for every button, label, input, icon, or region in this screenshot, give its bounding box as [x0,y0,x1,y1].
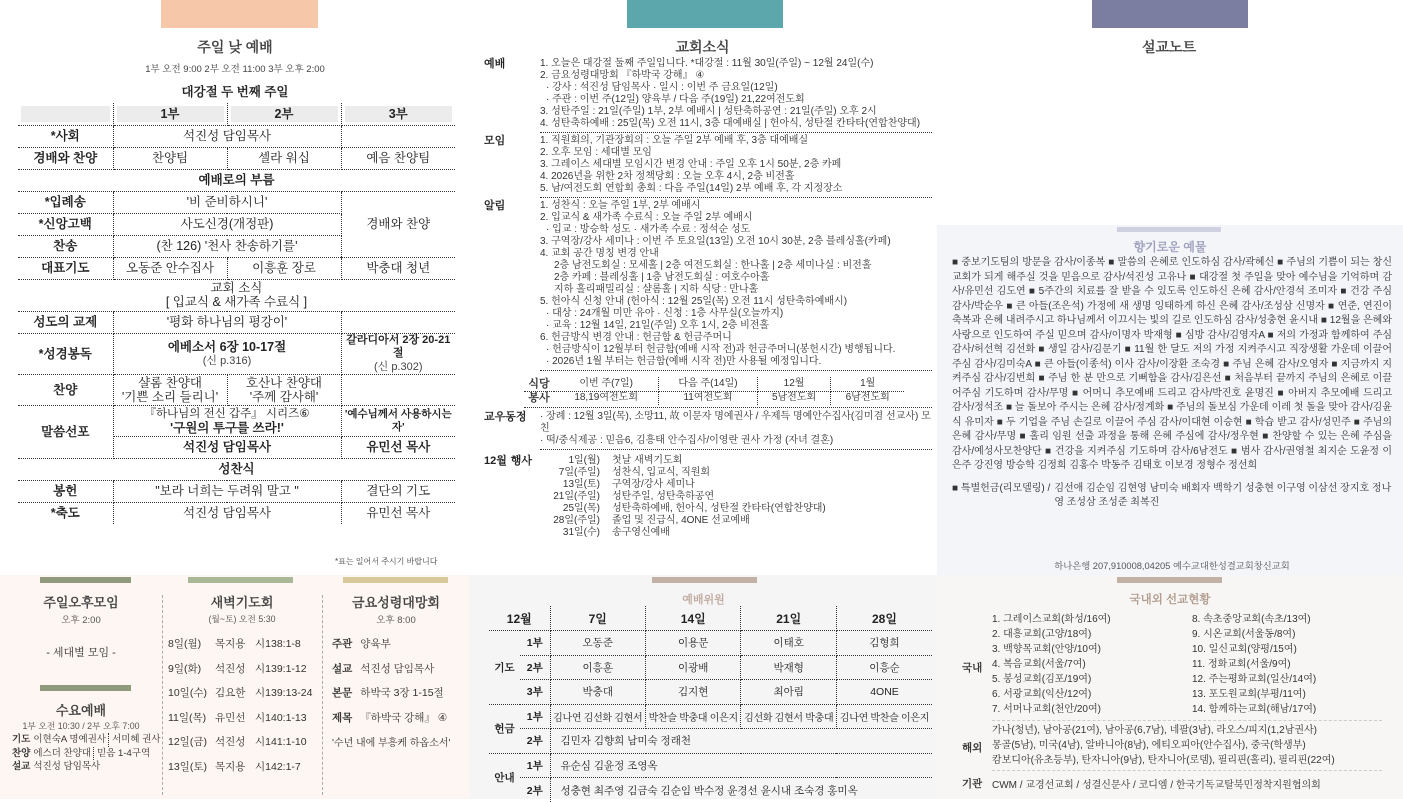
offering-item: 말씀의 은혜로 인도하심 감사/곽혜신 [1117,257,1275,268]
row-label: 주관 [332,638,353,650]
square-bullet-icon: ■ [1005,402,1015,413]
news-subitem: 2층 남전도회실 : 모세홀 | 2층 여전도회실 : 한나홀 | 2층 세미나실 : 비전홀 [554,260,872,271]
domestic-church: 3. 백향목교회(안양/10여) [992,644,1101,655]
row-label: 설교 [332,662,353,675]
overseas-line: 몽골(5남), 미국(4남), 알바니아(8남), 에티오피아(안수집사), 중국(학생부) [992,740,1306,751]
row-label: 제목 [332,711,353,724]
news-section [484,135,932,200]
row-value: 이현숙A 명예권사 [33,733,109,747]
row-creed: *신앙고백 사도신경(개정판) [18,213,455,235]
member-news-item: · 장례 : 12월 3일(목), 소망11, 故 이문자 명예권사 / 우제득 명예안수집사(김미겸 선교사) 모친 [540,411,931,434]
afternoon-title: 주일오후모임 [43,595,119,610]
news-item: 4. 성탄축하예배 : 25일(목) 오전 11시, 3층 대예배실 | 헌아식, 성탄절 칸타타(연합찬양대) [540,118,921,129]
reading-page: (신 p.316) [202,354,252,367]
section-content [540,58,932,133]
special-offering-names: 김선애 김순임 김현영 남미숙 배회자 백학기 성충현 이구영 이삼선 장지호 정나영 조성삼 조성준 최복진 [1054,482,1392,508]
row-hymn: 찬송 (찬 126) '천사 찬송하기를' [18,235,455,257]
domestic-label: 국내 [962,662,983,674]
event-date: 7일(주일) [558,467,600,478]
domestic-church: 6. 서광교회(익산/12여) [992,689,1092,700]
news-subitem: · 교육 : 12월 14일, 21일(주일) 오후 1시, 2층 비전홀 [546,320,770,331]
domestic-church: 4. 복음교회(서울/7여) [992,659,1086,670]
leader: 목지용 [215,638,246,650]
meal-service [524,373,932,408]
row-label: 찬양 [12,747,31,759]
member-news-item: · 떡/중식제공 : 믿음6, 김흥태 안수집사/이영란 권사 가정 (자녀 결혼) [540,435,834,446]
leader: 김요한 [215,687,246,700]
row-label: 설교 [12,761,31,772]
row-value: 믿음 1-4구역 [97,747,151,759]
offering-item: 어머니 추모예배 드리고 감사/박진호 윤명진 [1082,387,1274,399]
reading-page: (신 p.302) [373,360,423,373]
row-praise: 경배와 찬양 찬양팀 셀라 워십 예음 찬양팀 [18,147,455,169]
row-offering: 봉헌 "보라 너희는 두려워 말고 " 결단의 기도 [18,480,455,502]
leader: 석진성 [215,736,246,749]
square-bullet-icon: ■ [1175,329,1185,341]
news-title: 교회소식 [675,39,730,55]
row-label: 기도 [12,734,31,745]
offerings-title: 향기로운 예물 [1133,240,1207,254]
square-bullet-icon: ■ [1262,431,1273,442]
wednesday-row [12,747,160,761]
square-bullet-icon: ■ [1167,402,1177,413]
section-content [540,135,932,198]
square-bullet-icon: ■ [1331,358,1341,370]
church-news-line: [ 입교식 & 새가족 수료식 ] [165,295,308,309]
header-cell: 1부 [113,103,227,125]
event-date: 21일(주일) [553,491,600,502]
missions-bar [1117,577,1222,583]
worship-order-table [18,103,455,524]
scripture: 시138:1-8 [255,638,301,650]
row-choir: 찬양 샬롬 찬양대 '기쁜 소리 들리니' 호산나 찬양대 '주께 감사해' [18,374,455,405]
dawn-row [168,730,312,755]
row-value: 석진성 담임목사 [33,761,101,772]
news-item: 3. 구역장/강사 세미나 : 이번 주 토요일(13일) 오전 10시 30분, 2층 블레싱홀(카페) [540,236,891,247]
offering-item: 건강을 지켜주심 기도하며 감사/6남전도 [1054,445,1228,457]
row-value: 석진성 담임목사 [360,662,435,675]
reading-text: 갈라디아서 2장 20-21절 [346,333,451,359]
events-content [540,455,932,539]
row-reading: *성경봉독 에베소서 6장 10-17절 (신 p.316) 갈라디아서 2장 20-21절 (신 p.302) [18,333,455,374]
row-value: 하박국 3장 1-15절 [360,687,444,700]
domestic-missions [992,612,1392,717]
event-text: 성찬식, 입교식, 직원회 [612,467,711,478]
worship-title: 주일 낮 예배 [197,39,273,55]
row-label: 본문 [332,687,353,700]
news-item: 3. 성탄주일 : 21일(주일) 1부, 2부 예배시 | 성탄축하공연 : 21일(주일) 오후 2시 [540,106,877,117]
domestic-church: 8. 속초중앙교회(속초/13여) [1192,614,1311,625]
wednesday-bar [40,685,131,691]
news-item: 4. 교회 공간 명칭 변경 안내 [540,248,659,259]
offerings-list [952,256,1392,474]
event-date: 1일(월) [568,455,600,466]
offering-item: 아버지 추모예배 드리고 감사/정석조 [952,387,1392,413]
reading-text: 에베소서 6장 10-17절 [167,339,287,354]
square-bullet-icon: ■ [1245,416,1255,428]
row-church-news [18,279,455,311]
date: 12일(금) [168,736,207,749]
wednesday-row [12,760,160,774]
friday-row [332,681,447,706]
event-date: 13일(토) [562,479,600,490]
square-bullet-icon: ■ [1224,373,1235,384]
news-subitem: 2층 카페 : 블레싱홀 | 1층 남전도회실 : 여호수아홀 [554,272,770,283]
friday-time: 오후 8:00 [376,615,416,626]
square-bullet-icon: ■ [1038,373,1049,384]
header-cell: 3부 [341,103,455,125]
domestic-church: 1. 그레이스교회(화성/16여) [992,614,1111,625]
special-offering [952,482,1392,511]
bank-account: 하나은행 207,910008,04205 예수교대한성결교회창신교회 [1054,561,1290,571]
news-subitem: · 2026년 1월 부터는 헌금함(예배 시작 전)만 사용될 예정입니다. [546,356,822,367]
row-entry: *입례송 '비 준비하시니' 경배와 찬양 [18,191,455,213]
org-label: 기관 [962,778,983,790]
sermon-title: '구원의 투구를 쓰라!' [170,420,284,435]
friday-row [332,706,447,731]
square-bullet-icon: ■ [1353,416,1364,428]
news-subitem: · 주관 : 이번 주(12일) 양육부 / 다음 주(19일) 21,22여전도회 [546,94,805,105]
square-bullet-icon: ■ [1072,387,1083,399]
dawn-time: (월~토) 오전 5:30 [208,614,276,624]
servers-bar [652,577,757,583]
dawn-row [168,632,312,657]
row-value: 양육부 [360,638,391,650]
header-bar-worship [161,0,318,28]
square-bullet-icon: ■ [1006,300,1016,312]
offering-item: 중보기도팀의 방문을 감사/이종복 [961,257,1106,268]
news-subitem: · 강사 : 석진성 담임목사 · 일시 : 이번 주 금요일(12일) [546,82,778,93]
square-bullet-icon: ■ [1320,315,1330,326]
section-events: 12월 행사 1일(월) 첫날 새벽기도회 7일(주일) 성찬식, 입교식, 직원회 13일(토) 구역장/강사 세미나 21일(주일) 성탄주일, 성탄축하공연 25일(목) 성탄축하예배, 헌아식, 성탄절 칸타타(연합찬양대) 28일(주일) 졸업 및 진급식, 4ONE 선교예배 31일(수) 송구영신예배 [484,455,932,539]
standing-footnote: *표는 일어서 주시기 바랍니다 [335,557,438,566]
offering-item: 11월 한 달도 저의 가정 지켜주시고 직장생활 가운데 이끌어 주심 감사/김미숙A [952,344,1392,370]
news-body [484,58,932,539]
domestic-church: 14. 함께하는교회(해남/17여) [1192,704,1317,715]
special-offering-label: ■ 특별헌금(리모델링) / [952,482,1051,494]
row-sermon: 말씀선포 『하나님의 전신 갑주』 시리즈⑥ '구원의 투구를 쓰라!' '예수님께서 사용하시는 자' [18,405,455,436]
news-item: 1. 성찬식 : 오늘 주일 1부, 2부 예배시 [540,200,701,211]
dawn-row [168,657,312,682]
news-subitem: · 입교 : 방승학 성도 · 새가족 수료 : 정석순 성도 [546,224,751,235]
event-item [540,491,932,503]
friday-title: 금요성령대망회 [352,595,440,610]
event-date: 28일(주일) [553,515,600,526]
square-bullet-icon: ■ [952,257,962,268]
choir-song: '기쁜 소리 들리니' [121,389,219,404]
event-item [540,455,932,467]
news-sections [484,58,932,373]
square-bullet-icon: ■ [1277,387,1289,399]
afternoon-time: 오후 2:00 [61,615,101,626]
friday-bar [343,577,448,583]
offering-item: 큰 아들(조은석) 가정에 새 생명 잉태하게 하신 은혜 감사/조성삼 신명자 [1016,300,1325,312]
offering-item: 주님의 돌보심 가운데 이레 첫 돌을 맞아 감사/김윤식 유미자 [952,402,1392,428]
wednesday-rows [12,733,160,774]
friday-row [332,632,447,657]
leader: 유민선 [215,711,246,724]
domestic-church: 12. 주는평화교회(일산/14여) [1192,674,1317,685]
news-item: 2. 입교식 & 새가족 수료식 : 오늘 주일 2부 예배시 [540,212,753,223]
meal-service-table: 식당 이번 주(7일) 다음 주(14일) 12월 1월 봉사 18,19여전도회 11여전도회 5남전도회 6남전도회 [524,377,904,405]
row-value: 서미혜 권사 [112,734,161,745]
offering-item: 홀리 임원 선출 과정을 통해 은혜 주심에 감사/정우현 [1029,431,1259,442]
afternoon-bar [40,577,131,583]
dawn-bar [188,577,293,583]
square-bullet-icon: ■ [1223,358,1233,370]
dawn-row [168,706,312,731]
dawn-row [168,755,312,780]
news-subitem: · 대상 : 24개월 미만 유아 · 신청 : 1층 사무실(오늘까지) [546,308,784,319]
event-item [540,467,932,479]
offering-item: 처음부터 끝까지 주님의 은혜로 이끌어주심 기도하며 감사/무명 [952,373,1392,399]
square-bullet-icon: ■ [1045,445,1055,457]
news-subitem: · 헌금방식이 12월부터 헌금함(예배 시작 전)과 헌금주머니(봉헌시간) 병행됩니다. [546,344,896,355]
church-news-line: 교회 소식 [210,281,263,295]
row-fellowship: 성도의 교제 '평화 하나님의 평강이' [18,311,455,333]
event-text: 첫날 새벽기도회 [612,455,683,466]
wednesday-title: 수요예배 [55,703,107,718]
header-cell: 2부 [227,103,341,125]
square-bullet-icon: ■ [1038,344,1048,355]
sermon-series: 『하나님의 전신 갑주』 시리즈⑥ [144,407,310,420]
news-item: 1. 오늘은 대강절 둘째 주일입니다. *대강절 : 11월 30일(주일) ~ 12월 24일(수) [540,58,874,69]
offering-item: 연준, 연진이 축복과 은혜 내려주시고 하나님께서 이끄시는 빛의 길로 인도하심 감사/성충현 윤시내 [952,300,1393,326]
overseas-line: 가나(청년), 남아공(21여), 남아공(6,7남), 네팔(3남), 라오스/피지(1,2남권사) [992,725,1317,736]
dawn-row [168,681,312,706]
row-preacher: 석진성 담임목사 유민선 목사 [18,436,455,458]
domestic-church: 2. 대흥교회(고양/18여) [992,629,1092,640]
offering-item: 주님의 기쁨이 되는 창신교회가 되게 해주실 것을 믿음으로 감사/석진성 고유나 [952,257,1392,283]
divider [992,720,1382,721]
square-bullet-icon: ■ [1124,344,1135,355]
event-text: 송구영신예배 [612,527,670,538]
divider [992,770,1382,771]
header-bar-sermon-note [1092,0,1248,28]
square-bullet-icon: ■ [1340,286,1351,297]
offering-item: 지금까지 지켜주심 감사/김번희 [952,358,1393,384]
date: 8일(월) [168,638,202,650]
event-item [540,515,932,527]
domestic-church: 13. 포도원교회(부평/11여) [1192,689,1306,700]
offerings-content [952,256,1392,574]
afternoon-text: - 세대별 모임 - [46,647,116,659]
event-item [540,503,932,515]
header-bar-news [627,0,783,28]
event-text: 구역장/강사 세미나 [612,479,695,490]
square-bullet-icon: ■ [1034,358,1044,370]
offering-item: 5주간의 치료를 잘 받을 수 있도록 인도하신 은혜 감사/안경석 조미자 [1038,286,1338,297]
square-bullet-icon: ■ [1230,445,1241,457]
news-item: 6. 헌금방식 변경 안내 : 헌금함 & 헌금주머니 [540,332,732,343]
section-members: 교우동정 · 장례 : 12월 3일(목), 소망11, 故 이문자 명예권사 / 우제득 명예안수집사(김미겸 선교사) 모친 · 떡/중식제공 : 믿음6, 김흥태 안수집사/이영란 권사 가정 (자녀 결혼) [484,411,932,452]
members-content [540,411,932,450]
leader: 목지용 [215,760,246,773]
offering-item: 대강절 첫 주일을 맞아 예수님을 기억하며 감사/유민선 김도연 [952,271,1392,297]
square-bullet-icon: ■ [1108,257,1118,268]
section-label: 예배 [484,58,506,70]
servers-table: 12월 7일 14일 21일 28일 기도 1부 오동준 이용문 이태호 김형희 2부 이흥훈 이광배 박재형 이흥순 3부 박충대 김지현 최아림 4ONE 헌금 1부 김나연 김선화 김현서 박찬슬 박충대 이은지 김선화 김현서 박충대 김나연 박찬슬 이은지 2부 김민자 김향희 남미숙 정래천 안내 1부 유순심 김윤정 조영옥 2부 성충현 최주영 김금숙 김순임 박수정 윤경선 윤시내 조숙경 홍미옥 [489,606,932,802]
offerings-bar [1117,227,1221,232]
overseas-line: 캄보디아(유초등부), 탄자니아(9남), 탄자니아(로뎀), 필리핀(홀리), 필리핀(22여) [992,755,1335,766]
news-section [484,58,932,135]
friday-row [332,657,447,682]
domestic-church: 10. 일신교회(양평/15여) [1192,644,1297,655]
offering-item: 12월을 은혜와 사랑으로 인도하여 주실 믿으며 감사/이명자 박재형 [952,315,1393,341]
news-subitem: 지하 홀리패밀리실 : 샬롬홀 | 지하 식당 : 만나홀 [554,284,759,295]
offering-item: 심방 감사/김영자A [1184,329,1265,341]
offering-item: 늘 돌보아 주시는 은혜 감사/정계화 [1014,402,1165,413]
choir-name: 호산나 찬양대 [246,375,322,390]
row-value: 『하박국 강해』 ④ [360,711,448,724]
news-item: 2. 오후 모임 : 세대별 모임 [540,147,652,158]
event-text: 성탄축하예배, 헌아식, 성탄절 칸타타(연합찬양대) [612,503,826,514]
square-bullet-icon: ■ [1267,329,1277,341]
offering-item: 저의 가정과 함께하여 주심 감사/허선혁 김선화 [952,329,1393,355]
scripture: 시139:13-24 [255,687,313,700]
date: 9일(화) [168,662,202,675]
offering-item: 주님의 은혜 감사/무명 [952,416,1393,442]
news-item: 5. 헌아식 신청 안내 (헌아식 : 12월 25일(목) 오전 11시 성탄축하예배시) [540,296,848,307]
offering-item: 범사 감사/권영철 최지순 도윤정 이은주 강진영 방승학 김정희 김홍수 박동주 김태호 이보경 정형수 정선희 [952,445,1392,471]
section-label: 모임 [484,135,506,147]
offering-item: 두 기업을 주님 손길로 이끌어 주심 감사/이대현 이승현 [1006,416,1243,428]
news-item: 3. 그레이스 세대별 모임시간 변경 안내 : 주일 오후 1시 50분, 2층 카페 [540,159,842,170]
wednesday-row [12,733,160,747]
dawn-rows [168,632,312,780]
scripture: 시142:1-7 [255,760,301,773]
square-bullet-icon: ■ [1028,286,1039,297]
section-content [540,200,932,371]
offering-item: 건강 주심 감사/박순우 [952,286,1392,312]
offering-item: 학습 받고 감사/성민주 [1254,416,1351,428]
scripture: 시139:1-12 [255,662,307,675]
row-prayer: 대표기도 오동준 안수집사 이흥훈 장로 박충대 청년 [18,257,455,279]
square-bullet-icon: ■ [1277,257,1287,268]
divider [162,595,163,795]
offering-item: 찬양할 수 있는 은혜 주심을 감사/예성사모찬양단 [952,431,1393,457]
square-bullet-icon: ■ [1189,271,1200,283]
event-item [540,527,932,539]
row-blessing: *축도 석진성 담임목사 유민선 목사 [18,502,455,524]
row-call: 예배로의 부름 [18,169,455,191]
row-value: 에스더 찬양대 [33,747,94,761]
news-item: 5. 남/여전도회 연합회 총회 : 다음 주일(14일) 2부 예배 후, 각 지정장소 [540,183,843,194]
sermon-note-title: 설교노트 [1141,39,1197,55]
domestic-church: 7. 서머나교회(천안/20여) [992,704,1101,715]
scripture: 시141:1-10 [255,736,307,749]
worship-subtitle: 대강절 두 번째 주일 [181,85,289,99]
choir-song: '주께 감사해' [249,389,319,404]
event-date: 25일(목) [562,503,600,514]
header-cell [18,103,113,125]
scripture: 시140:1-13 [255,711,307,724]
overseas-missions [992,723,1400,768]
offering-item: 큰 아들(이종석) 이사 감사/이장환 조숙경 [1043,358,1221,370]
square-bullet-icon: ■ [996,416,1007,428]
date: 11일(목) [168,711,207,724]
overseas-label: 해외 [962,742,983,754]
domestic-church: 9. 시온교회(서울동/8여) [1192,629,1296,640]
offering-item: 주님 한 분 만으로 기뻐함을 감사/김은선 [1048,373,1222,384]
domestic-church: 11. 정화교회(서울/9여) [1192,659,1291,670]
dawn-title: 새벽기도회 [210,595,274,610]
row-communion: 성찬식 [18,458,455,480]
date: 10일(수) [168,687,207,700]
section-label: 알림 [484,200,506,212]
missions-title: 국내외 선교현황 [1129,594,1211,606]
wednesday-time: 1부 오전 10:30 / 2부 오후 7:00 [22,721,140,731]
leader: 석진성 [215,662,246,675]
event-text: 졸업 및 진급식, 4ONE 선교예배 [612,515,750,526]
offering-item: 생일 감사/김문기 [1047,344,1122,355]
event-date: 31일(수) [562,527,600,538]
row-host: *사회 석진성 담임목사 [18,125,455,147]
domestic-church: 5. 봉성교회(김포/19여) [992,674,1092,685]
org-missions: CWM / 교경선교회 / 성결신문사 / 코디엠 / 한국기독교탈북민정착지원협의회 [992,780,1321,791]
friday-rows [332,632,447,730]
servers-title: 예배위원 [682,594,725,606]
event-item [540,479,932,491]
news-item: 4. 2026년을 위한 2차 정책당회 : 오늘 오후 4시, 2층 비전홀 [540,171,795,182]
choir-name: 샬롬 찬양대 [138,375,202,390]
event-text: 성탄주일, 성탄축하공연 [612,491,715,502]
square-bullet-icon: ■ [1019,431,1030,442]
news-section [484,200,932,373]
friday-subtitle: '수년 내에 부흥케 하옵소서' [332,738,451,749]
news-item: 2. 금요성령대망회 『하박국 강해』 ④ [540,70,705,81]
news-item: 1. 직원회의, 기관장회의 : 오늘 주일 2부 예배 후, 3층 대예배실 [540,135,809,146]
offering-item: 주님 은혜 감사/오영자 [1232,358,1329,370]
square-bullet-icon: ■ [1328,300,1338,312]
date: 13일(토) [168,760,207,773]
worship-times: 1부 오전 9:00 2부 오전 11:00 3부 오후 2:00 [145,64,325,75]
